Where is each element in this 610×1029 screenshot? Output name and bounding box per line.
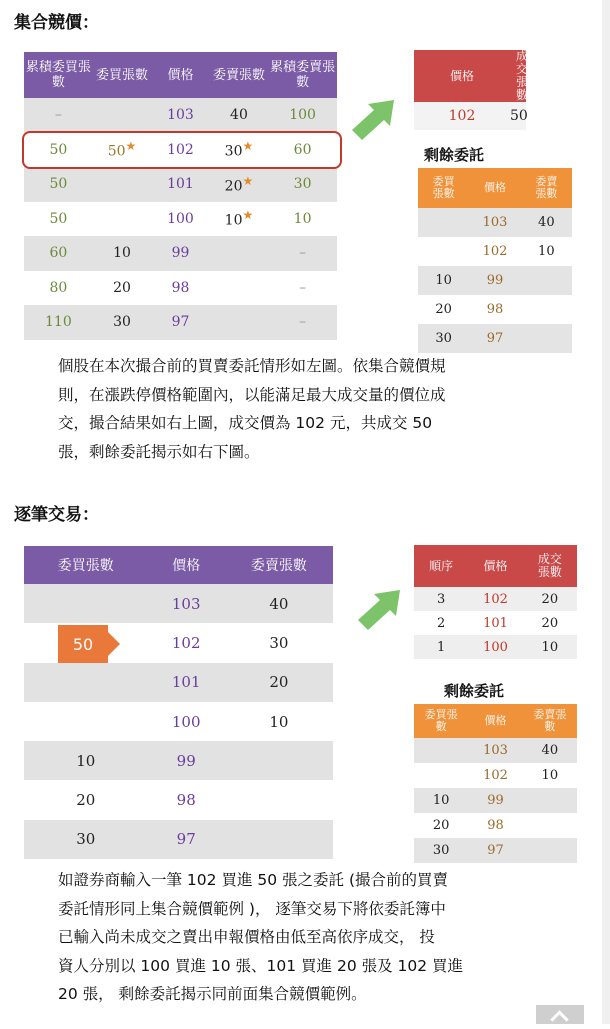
table-row <box>414 838 577 863</box>
th-price: 價格 <box>414 50 510 102</box>
cell-cum-sell: 30 <box>268 167 337 202</box>
cell-buy <box>93 98 151 133</box>
call-auction-explanation <box>58 352 528 466</box>
cell-cum-buy: 80 <box>24 271 93 306</box>
paragraph-line: 委託情形同上集合競價範例 )， 逐筆交易下將依委託簿中 <box>58 899 446 918</box>
paragraph-line: 資人分別以 100 買進 10 張、101 買進 20 張及 102 買進 <box>58 956 464 975</box>
cell-price: 103 <box>469 208 520 237</box>
th-cum-buy: 累積委買張數 <box>24 52 93 98</box>
cell-qty: 50 <box>510 102 526 130</box>
cell-price: 102 <box>468 587 522 611</box>
cell-cum-sell: – <box>268 305 337 340</box>
table-row <box>418 266 572 295</box>
cell-sell: 10 <box>523 763 577 788</box>
continuous-result-table <box>414 545 577 659</box>
remaining-orders-title: 剩餘委託 <box>444 682 505 700</box>
star-icon: ★ <box>242 208 254 223</box>
table-row <box>24 820 333 859</box>
th-price: 價格 <box>468 545 522 587</box>
cell-buy: 30 <box>414 838 468 863</box>
table-row <box>414 738 577 763</box>
cell-cum-sell: 100 <box>268 98 337 133</box>
table-row <box>24 167 337 202</box>
table-row <box>418 295 572 324</box>
cell-price: 97 <box>469 324 520 353</box>
cell-price: 103 <box>148 584 225 623</box>
cell-price: 97 <box>148 820 225 859</box>
cell-qty: 10 <box>523 635 577 659</box>
table-row <box>418 208 572 237</box>
th-price: 價格 <box>148 546 225 584</box>
cell-buy: 30 <box>24 820 148 859</box>
cell-cum-sell: – <box>268 271 337 306</box>
th-sell: 委賣張數 <box>225 546 333 584</box>
cell-sell: 30 <box>225 623 333 662</box>
cell-buy: 20 <box>414 813 468 838</box>
paragraph-line: 個股在本次撮合前的買賣委託情形如左圖。依集合競價規 <box>58 357 446 375</box>
star-icon: ★ <box>242 173 254 188</box>
cell-sell-value: 10 <box>224 213 243 230</box>
cell-price: 100 <box>151 202 209 237</box>
th-price: 價格 <box>469 168 520 208</box>
cell-price: 98 <box>469 295 520 324</box>
th-buy: 委買張數 <box>24 546 148 584</box>
cell-price: 99 <box>468 788 522 813</box>
cell-sell: 20 <box>225 663 333 702</box>
table-row <box>418 237 572 266</box>
th-cum-sell: 累積委賣張數 <box>268 52 337 98</box>
table-row <box>414 813 577 838</box>
table-row <box>414 635 577 659</box>
continuous-orderbook-table <box>24 546 333 859</box>
table-row <box>24 780 333 819</box>
cell-price: 102 <box>151 133 209 168</box>
cell-price: 98 <box>151 271 209 306</box>
cell-buy: 10 <box>93 236 151 271</box>
th-buy: 委買張數 <box>418 168 469 208</box>
th-buy: 委買張數 <box>414 704 468 738</box>
cell-cum-buy: 60 <box>24 236 93 271</box>
scrollbar-track[interactable] <box>602 0 610 1024</box>
cell-price: 102 <box>414 102 510 130</box>
cell-sell: 40 <box>521 208 572 237</box>
cell-sell: 10 <box>521 237 572 266</box>
cell-buy <box>418 208 469 237</box>
cell-sell: 40 <box>523 738 577 763</box>
cell-price: 97 <box>468 838 522 863</box>
cell-sell <box>225 741 333 780</box>
cell-price: 101 <box>151 167 209 202</box>
continuous-trading-explanation <box>58 866 528 1009</box>
cell-cum-sell: – <box>268 236 337 271</box>
th-buy: 委買張數 <box>93 52 151 98</box>
cell-sell: 40 <box>210 98 268 133</box>
cell-price: 103 <box>468 738 522 763</box>
paragraph-line: 已輸入尚未成交之賣出申報價格由低至高依序成交， 投 <box>58 928 435 946</box>
cell-cum-buy: – <box>24 98 93 133</box>
cell-sell-value: 30 <box>224 144 243 161</box>
cell-sell <box>523 838 577 863</box>
cell-seq: 1 <box>414 635 468 659</box>
cell-cum-sell: 10 <box>268 202 337 237</box>
cell-seq: 2 <box>414 611 468 635</box>
paragraph-line: 20 張， 剩餘委託揭示同前面集合競價範例。 <box>58 985 367 1003</box>
cell-price: 101 <box>148 663 225 702</box>
remaining-orders-title: 剩餘委託 <box>424 146 485 164</box>
cell-sell <box>210 236 268 271</box>
th-sell: 委賣張數 <box>210 52 268 98</box>
table-row <box>24 133 337 168</box>
paragraph-line: 則，在漲跌停價格範圍內，以能滿足最大成交量的價位成 <box>58 385 446 404</box>
cell-price: 99 <box>148 741 225 780</box>
cell-buy <box>24 663 148 702</box>
star-icon: ★ <box>125 139 137 154</box>
table-row <box>414 788 577 813</box>
cell-qty: 20 <box>523 587 577 611</box>
table-row <box>24 663 333 702</box>
table-row <box>24 305 337 340</box>
th-qty: 成交張數 <box>510 50 526 102</box>
table-row <box>24 702 333 741</box>
cell-buy <box>93 167 151 202</box>
th-sell: 委賣張數 <box>523 704 577 738</box>
cell-price: 99 <box>151 236 209 271</box>
arrow-right-icon <box>350 96 396 140</box>
th-seq: 順序 <box>414 545 468 587</box>
continuous-remaining-table <box>414 704 577 863</box>
cell-buy: 30 <box>418 324 469 353</box>
cell-sell <box>523 788 577 813</box>
cell-sell <box>225 820 333 859</box>
th-price: 價格 <box>151 52 209 98</box>
table-row <box>24 98 337 133</box>
cell-cum-buy: 50 <box>24 167 93 202</box>
cell-sell <box>521 266 572 295</box>
cell-price: 97 <box>151 305 209 340</box>
cell-cum-buy: 50 <box>24 133 93 168</box>
cell-cum-sell: 60 <box>268 133 337 168</box>
table-row <box>414 763 577 788</box>
cell-price: 98 <box>148 780 225 819</box>
cell-buy <box>93 133 151 168</box>
call-auction-remaining-table <box>418 168 572 353</box>
cell-buy <box>414 763 468 788</box>
cell-sell <box>521 324 572 353</box>
table-row <box>414 611 577 635</box>
heading-call-auction: 集合競價： <box>14 13 99 33</box>
cell-buy <box>93 202 151 237</box>
cell-sell <box>210 133 268 168</box>
th-qty: 成交張數 <box>523 545 577 587</box>
cell-buy: 20 <box>418 295 469 324</box>
cell-sell <box>210 305 268 340</box>
cell-buy: 30 <box>93 305 151 340</box>
cell-cum-buy: 50 <box>24 202 93 237</box>
arrow-right-icon <box>356 586 402 630</box>
cell-price: 98 <box>468 813 522 838</box>
cell-seq: 3 <box>414 587 468 611</box>
cell-price: 100 <box>148 702 225 741</box>
table-row <box>24 202 337 237</box>
cell-sell <box>523 813 577 838</box>
paragraph-line: 張，剩餘委託揭示如右下圖。 <box>58 442 260 461</box>
cell-price: 99 <box>469 266 520 295</box>
heading-continuous-trading: 逐筆交易： <box>14 505 99 525</box>
table-row <box>414 587 577 611</box>
cell-buy <box>24 702 148 741</box>
cell-buy: 10 <box>414 788 468 813</box>
paragraph-line: 如證券商輸入一筆 102 買進 50 張之委託 (撮合前的買賣 <box>58 871 448 889</box>
cell-price: 102 <box>468 763 522 788</box>
cell-buy: 20 <box>93 271 151 306</box>
cell-buy <box>24 584 148 623</box>
table-row <box>24 741 333 780</box>
table-row <box>24 236 337 271</box>
cell-buy <box>418 237 469 266</box>
star-icon: ★ <box>242 139 254 154</box>
call-auction-orderbook-table <box>24 52 337 340</box>
table-row <box>24 584 333 623</box>
scroll-to-top-button[interactable] <box>536 1005 584 1024</box>
th-price: 價格 <box>468 704 522 738</box>
cell-qty: 20 <box>523 611 577 635</box>
th-sell: 委賣張數 <box>521 168 572 208</box>
cell-price: 100 <box>468 635 522 659</box>
cell-sell <box>210 202 268 237</box>
call-auction-result-table <box>414 49 529 130</box>
cell-cum-buy: 110 <box>24 305 93 340</box>
table-row <box>24 271 337 306</box>
cell-sell: 40 <box>225 584 333 623</box>
cell-buy: 10 <box>24 741 148 780</box>
cell-buy: 20 <box>24 780 148 819</box>
paragraph-line: 交，撮合結果如右上圖，成交價為 102 元，共成交 50 <box>58 414 433 432</box>
cell-sell <box>521 295 572 324</box>
cell-buy <box>414 738 468 763</box>
incoming-buy-order-tag: 50 <box>58 625 108 663</box>
cell-sell <box>225 780 333 819</box>
table-row <box>418 324 572 353</box>
cell-buy: 10 <box>418 266 469 295</box>
cell-sell-value: 20 <box>224 178 243 195</box>
cell-sell: 10 <box>225 702 333 741</box>
cell-price: 103 <box>151 98 209 133</box>
cell-price: 101 <box>468 611 522 635</box>
cell-buy-value: 50 <box>107 144 126 161</box>
cell-price: 102 <box>469 237 520 266</box>
table-row <box>414 102 526 130</box>
cell-sell <box>210 167 268 202</box>
cell-sell <box>210 271 268 306</box>
cell-price: 102 <box>148 623 225 662</box>
